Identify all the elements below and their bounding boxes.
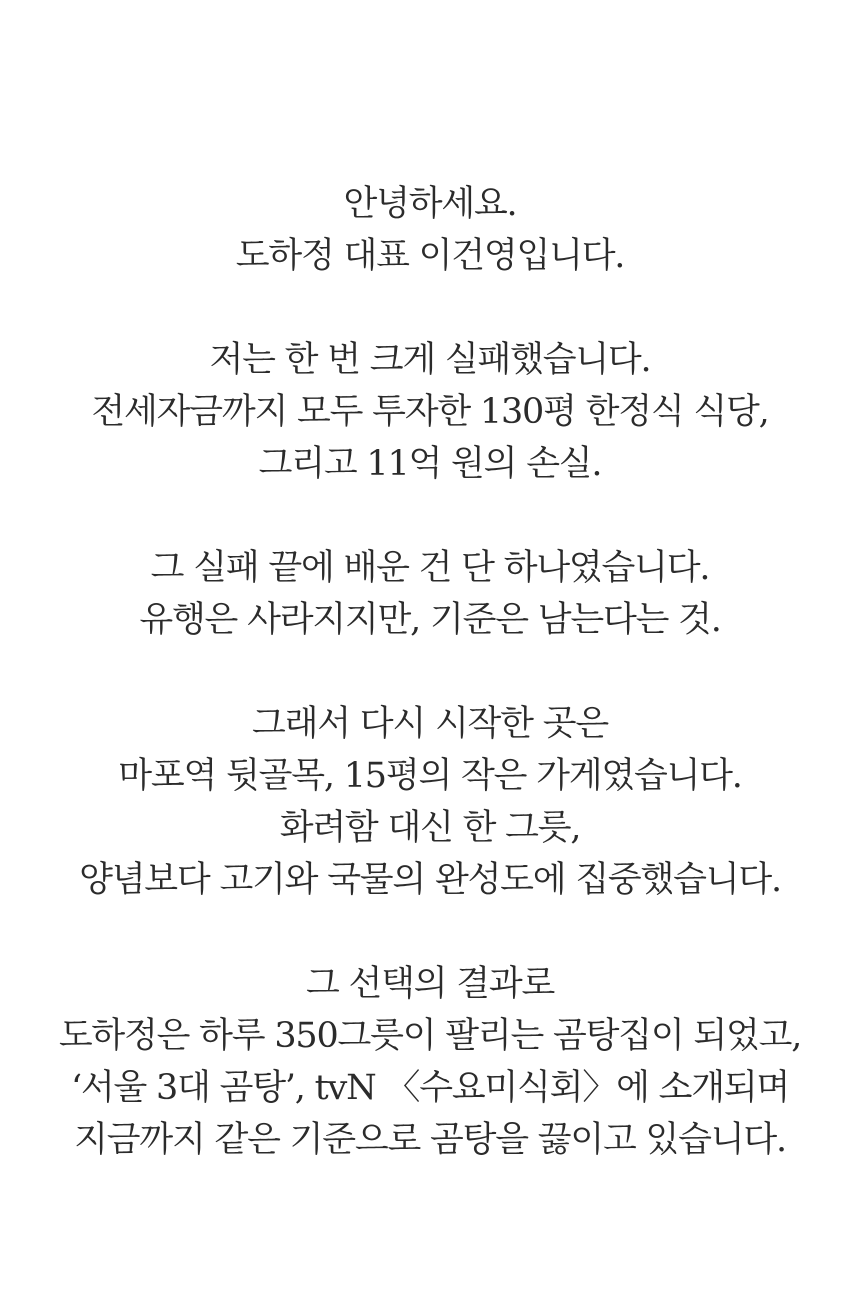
text-line: 양념보다 고기와 국물의 완성도에 집중했습니다. bbox=[79, 860, 781, 900]
paragraph-failure bbox=[0, 334, 860, 490]
paragraph-restart bbox=[0, 698, 860, 906]
text-line: 저는 한 번 크게 실패했습니다. bbox=[209, 340, 651, 380]
paragraph-result bbox=[0, 958, 860, 1166]
text-line: 도하정 대표 이건영입니다. bbox=[235, 236, 625, 276]
paragraph-lesson bbox=[0, 542, 860, 646]
text-line: 그 실패 끝에 배운 건 단 하나였습니다. bbox=[150, 548, 710, 588]
text-line: 도하정은 하루 350그릇이 팔리는 곰탕집이 되었고, bbox=[58, 1016, 802, 1056]
text-line: 화려함 대신 한 그릇, bbox=[279, 808, 581, 848]
text-line: 그리고 11억 원의 손실. bbox=[258, 444, 602, 484]
text-line: 그래서 다시 시작한 곳은 bbox=[252, 704, 608, 744]
text-line: 지금까지 같은 기준으로 곰탕을 끓이고 있습니다. bbox=[74, 1120, 786, 1160]
letter-body bbox=[0, 178, 860, 1166]
text-line: 마포역 뒷골목, 15평의 작은 가게였습니다. bbox=[118, 756, 742, 796]
text-line: 안녕하세요. bbox=[343, 184, 517, 224]
text-line: 전세자금까지 모두 투자한 130평 한정식 식당, bbox=[91, 392, 769, 432]
paragraph-greeting bbox=[0, 178, 860, 282]
text-line: ‘서울 3대 곰탕’, tvN 〈수요미식회〉에 소개되며 bbox=[70, 1068, 790, 1108]
text-line: 유행은 사라지지만, 기준은 남는다는 것. bbox=[139, 600, 721, 640]
text-line: 그 선택의 결과로 bbox=[305, 964, 555, 1004]
